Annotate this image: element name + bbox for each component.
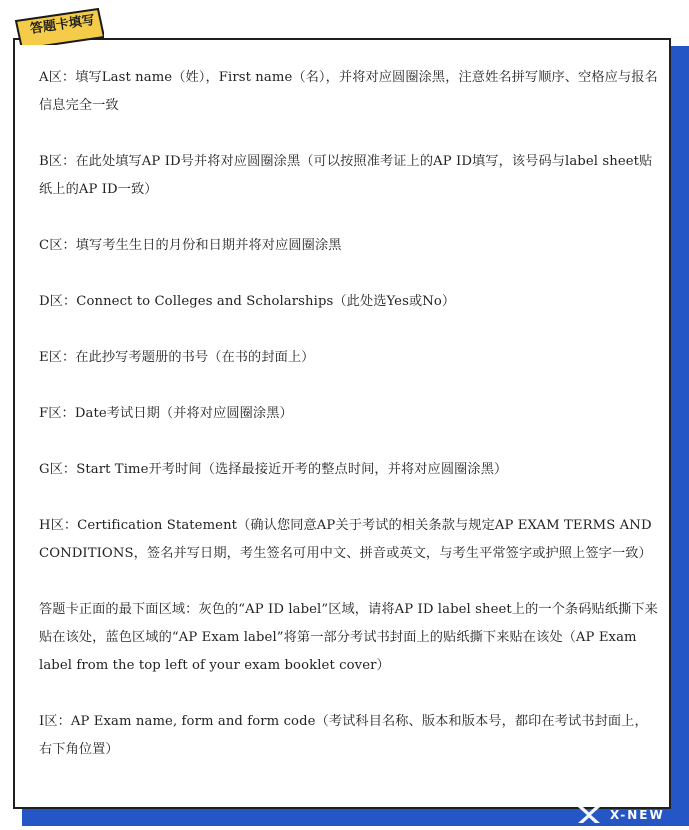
instruction-item-b: B区：在此处填写AP ID号并将对应圆圈涂黑（可以按照准考证上的AP ID填写，该号码与label sheet贴纸上的AP ID一致）	[39, 154, 653, 197]
instruction-item-f: F区：Date考试日期（并将对应圆圈涂黑）	[39, 406, 293, 421]
instruction-item-d: D区：Connect to Colleges and Scholarships（此处选Yes或No）	[39, 294, 456, 309]
instruction-item-g: G区：Start Time开考时间（选择最接近开考的整点时间，并将对应圆圈涂黑）	[39, 462, 508, 477]
watermark	[574, 804, 689, 826]
instruction-item-e: E区：在此抄写考题册的书号（在书的封面上）	[39, 350, 315, 365]
watermark-text: X-NEW	[610, 808, 665, 822]
content-card	[13, 38, 671, 809]
instruction-item-bottom-area: 答题卡正面的最下面区域：灰色的“AP ID label”区域，请将AP ID label sheet上的一个条码贴纸撕下来贴在该处，蓝色区域的“AP Exam label”将第一部分考试书封面上的贴纸撕下来贴在该处（AP Exam label from the top left of your exam booklet cover）	[39, 602, 658, 673]
section-tag-label: 答题卡填写	[29, 13, 96, 37]
instruction-item-i: I区：AP Exam name, form and form code（考试科目名称、版本和版本号，都印在考试书封面上，右下角位置）	[39, 714, 648, 757]
instruction-item-h: H区：Certification Statement（确认您同意AP关于考试的相关条款与规定AP EXAM TERMS AND CONDITIONS，签名并写日期，考生签名可用中文、拼音或英文，与考生平常签字或护照上签字一致）	[39, 518, 652, 561]
instruction-item-a: A区：填写Last name（姓），First name（名），并将对应圆圈涂黑，注意姓名拼写顺序、空格应与报名信息完全一致	[39, 70, 658, 113]
x-logo-icon	[574, 804, 604, 826]
section-tag	[14, 7, 104, 45]
instruction-item-c: C区：填写考生生日的月份和日期并将对应圆圈涂黑	[39, 238, 342, 253]
instructions-list	[39, 64, 659, 792]
